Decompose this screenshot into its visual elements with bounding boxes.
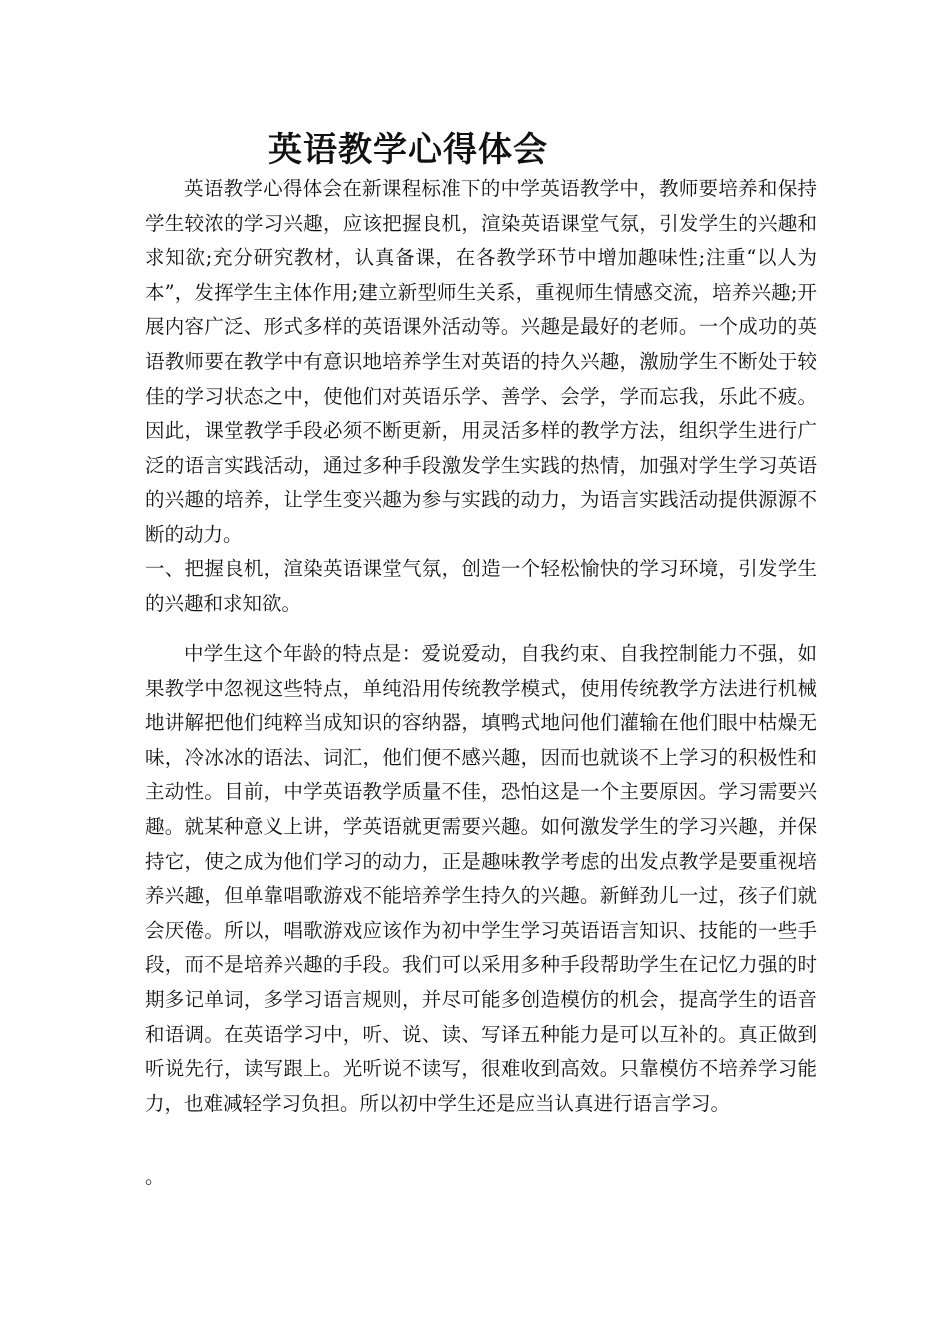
section-heading-one: 一、把握良机，渲染英语课堂气氛，创造一个轻松愉快的学习环境，引发学生的兴趣和求知欲。 <box>145 557 817 615</box>
paragraph-section-one: 中学生这个年龄的特点是：爱说爱动，自我约束、自我控制能力不强，如果教学中忽视这些特点，单纯沿用传统教学模式，使用传统教学方法进行机械地讲解把他们纯粹当成知识的容纳器，填鸭式地问他们灌输在他们眼中枯燥无味，冷冰冰的语法、词汇，他们便不感兴趣，因而也就谈不上学习的积极性和主动性。目前，中学英语教学质量不佳，恐怕这是一个主要原因。学习需要兴趣。就某种意义上讲，学英语就更需要兴趣。如何激发学生的学习兴趣，并保持它，使之成为他们学习的动力，正是趣味教学考虑的出发点教学是要重视培养兴趣，但单靠唱歌游戏不能培养学生持久的兴趣。新鲜劲儿一过，孩子们就会厌倦。所以，唱歌游戏应该作为初中学生学习英语语言知识、技能的一些手段，而不是培养兴趣的手段。我们可以采用多种手段帮助学生在记忆力强的时期多记单词，多学习语言规则，并尽可能多创造模仿的机会，提高学生的语音和语调。在英语学习中，听、说、读、写译五种能力是可以互补的。真正做到听说先行，读写跟上。光听说不读写，很难收到高效。只靠模仿不培养学习能力，也难减轻学习负担。所以初中学生还是应当认真进行语言学习。 <box>145 642 817 1115</box>
trailing-mark: 。 <box>145 1165 165 1188</box>
document-title: 英语教学心得体会 <box>268 130 548 170</box>
paragraph-intro: 英语教学心得体会在新课程标准下的中学英语教学中，教师要培养和保持学生较浓的学习兴趣，应该把握良机，渲染英语课堂气氛，引发学生的兴趣和求知欲;充分研究教材，认真备课，在各教学环节中增加趣味性;注重“以人为本”，发挥学生主体作用;建立新型师生关系，重视师生情感交流，培养兴趣;开展内容广泛、形式多样的英语课外活动等。兴趣是最好的老师。一个成功的英语教师要在教学中有意识地培养学生对英语的持久兴趣，激励学生不断处于较佳的学习状态之中，使他们对英语乐学、善学、会学，学而忘我，乐此不疲。因此，课堂教学手段必须不断更新，用灵活多样的教学方法，组织学生进行广泛的语言实践活动，通过多种手段激发学生实践的热情，加强对学生学习英语的兴趣的培养，让学生变兴趣为参与实践的动力，为语言实践活动提供源源不断的动力。 <box>145 177 817 546</box>
